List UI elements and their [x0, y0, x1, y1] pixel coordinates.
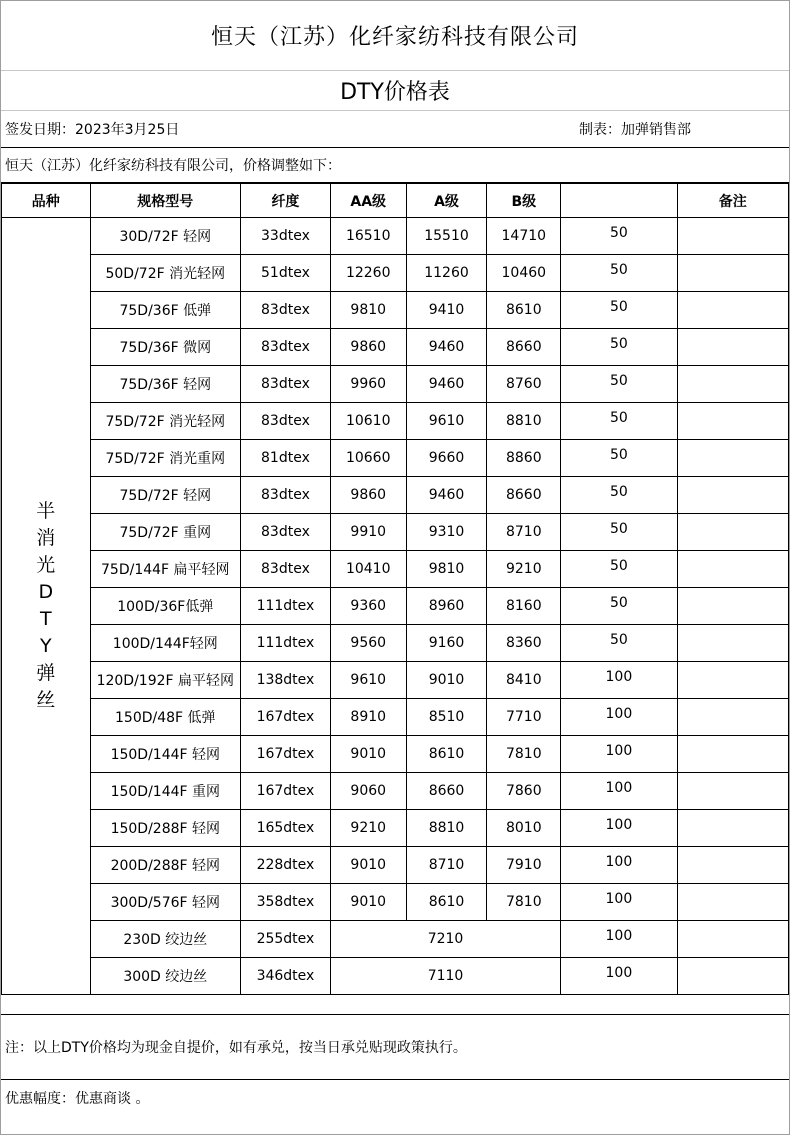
header-a-grade: A级: [406, 184, 487, 218]
price-cell: 7210: [330, 921, 560, 958]
quantity-cell: 50: [561, 329, 677, 366]
spec-cell: 30D/72F 轻网: [90, 218, 241, 255]
quantity-cell: 50: [561, 588, 677, 625]
remark-cell: [677, 921, 788, 958]
table-row: [2, 255, 789, 292]
quantity-cell: 100: [561, 736, 677, 773]
quantity-cell: 50: [561, 551, 677, 588]
denier-cell: 83dtex: [241, 329, 331, 366]
table-row: [2, 884, 789, 921]
a-price-cell: 8610: [406, 884, 487, 921]
a-price-cell: 8710: [406, 847, 487, 884]
aa-price-cell: 9010: [330, 847, 406, 884]
price-cell: 7110: [330, 958, 560, 995]
remark-cell: [677, 514, 788, 551]
b-price-cell: 8610: [487, 292, 561, 329]
b-price-cell: 8660: [487, 329, 561, 366]
variety-char: 消: [36, 527, 56, 549]
denier-cell: 167dtex: [241, 736, 331, 773]
prepared-by: 制表：加弹销售部: [579, 122, 691, 138]
quantity-cell: 100: [561, 884, 677, 921]
table-row: [2, 847, 789, 884]
denier-cell: 83dtex: [241, 514, 331, 551]
remark-cell: [677, 847, 788, 884]
b-price-cell: 7710: [487, 699, 561, 736]
b-price-cell: 8810: [487, 403, 561, 440]
denier-cell: 83dtex: [241, 403, 331, 440]
table-row: [2, 403, 789, 440]
spec-cell: 75D/36F 低弹: [90, 292, 241, 329]
quantity-cell: 50: [561, 440, 677, 477]
table-header-row: [2, 184, 789, 218]
table-row: [2, 366, 789, 403]
a-price-cell: 9160: [406, 625, 487, 662]
header-b-grade: B级: [487, 184, 561, 218]
quantity-cell: 50: [561, 218, 677, 255]
aa-price-cell: 16510: [330, 218, 406, 255]
variety-char: T: [39, 608, 52, 630]
denier-cell: 33dtex: [241, 218, 331, 255]
document-title: DTY价格表: [1, 71, 789, 111]
quantity-cell: 100: [561, 773, 677, 810]
denier-cell: 228dtex: [241, 847, 331, 884]
header-variety: 品种: [2, 184, 91, 218]
b-price-cell: 8710: [487, 514, 561, 551]
remark-cell: [677, 625, 788, 662]
remark-cell: [677, 366, 788, 403]
header-blank: [561, 184, 677, 218]
aa-price-cell: 10410: [330, 551, 406, 588]
denier-cell: 111dtex: [241, 588, 331, 625]
remark-cell: [677, 255, 788, 292]
spec-cell: 200D/288F 轻网: [90, 847, 241, 884]
aa-price-cell: 9610: [330, 662, 406, 699]
header-denier: 纤度: [241, 184, 331, 218]
b-price-cell: 8010: [487, 810, 561, 847]
variety-char: 半: [36, 500, 56, 522]
spec-cell: 300D 绞边丝: [90, 958, 241, 995]
denier-cell: 51dtex: [241, 255, 331, 292]
aa-price-cell: 9360: [330, 588, 406, 625]
remark-cell: [677, 218, 788, 255]
a-price-cell: 9410: [406, 292, 487, 329]
company-title: 恒天（江苏）化纤家纺科技有限公司: [1, 1, 789, 71]
b-price-cell: 8760: [487, 366, 561, 403]
table-row: [2, 810, 789, 847]
spec-cell: 75D/72F 消光轻网: [90, 403, 241, 440]
quantity-cell: 100: [561, 810, 677, 847]
remark-cell: [677, 477, 788, 514]
table-row: [2, 514, 789, 551]
denier-cell: 83dtex: [241, 477, 331, 514]
aa-price-cell: 8910: [330, 699, 406, 736]
remark-cell: [677, 884, 788, 921]
a-price-cell: 8660: [406, 773, 487, 810]
variety-cell: [2, 218, 91, 995]
quantity-cell: 100: [561, 847, 677, 884]
spec-cell: 75D/72F 消光重网: [90, 440, 241, 477]
table-row: [2, 329, 789, 366]
table-row: [2, 625, 789, 662]
spec-cell: 75D/144F 扁平轻网: [90, 551, 241, 588]
table-row: [2, 440, 789, 477]
aa-price-cell: 9010: [330, 736, 406, 773]
issue-date: 签发日期：2023年3月25日: [5, 122, 180, 138]
a-price-cell: 11260: [406, 255, 487, 292]
spec-cell: 230D 绞边丝: [90, 921, 241, 958]
table-row: [2, 736, 789, 773]
discount-note: 优惠幅度：优惠商谈 。: [5, 1091, 150, 1107]
spec-cell: 150D/288F 轻网: [90, 810, 241, 847]
a-price-cell: 8960: [406, 588, 487, 625]
table-row: [2, 662, 789, 699]
quantity-cell: 100: [561, 921, 677, 958]
price-table: [1, 183, 789, 995]
remark-cell: [677, 958, 788, 995]
variety-label: [2, 498, 90, 714]
remark-cell: [677, 699, 788, 736]
table-row: [2, 958, 789, 995]
a-price-cell: 9310: [406, 514, 487, 551]
spec-cell: 75D/36F 微网: [90, 329, 241, 366]
aa-price-cell: 12260: [330, 255, 406, 292]
variety-char: 丝: [36, 689, 56, 711]
spec-cell: 150D/144F 重网: [90, 773, 241, 810]
header-spec: 规格型号: [90, 184, 241, 218]
intro-text: 恒天（江苏）化纤家纺科技有限公司，价格调整如下：: [1, 147, 789, 183]
meta-row: [1, 111, 789, 147]
table-row: [2, 699, 789, 736]
variety-char: 光: [36, 554, 56, 576]
quantity-cell: 100: [561, 662, 677, 699]
a-price-cell: 8810: [406, 810, 487, 847]
denier-cell: 255dtex: [241, 921, 331, 958]
spec-cell: 150D/144F 轻网: [90, 736, 241, 773]
denier-cell: 358dtex: [241, 884, 331, 921]
table-row: [2, 588, 789, 625]
aa-price-cell: 9810: [330, 292, 406, 329]
denier-cell: 111dtex: [241, 625, 331, 662]
b-price-cell: 7810: [487, 736, 561, 773]
spec-cell: 100D/144F轻网: [90, 625, 241, 662]
quantity-cell: 50: [561, 477, 677, 514]
denier-cell: 167dtex: [241, 699, 331, 736]
aa-price-cell: 9860: [330, 329, 406, 366]
aa-price-cell: 9010: [330, 884, 406, 921]
remark-cell: [677, 440, 788, 477]
denier-cell: 165dtex: [241, 810, 331, 847]
a-price-cell: 15510: [406, 218, 487, 255]
quantity-cell: 50: [561, 625, 677, 662]
table-row: [2, 218, 789, 255]
remark-cell: [677, 662, 788, 699]
spec-cell: 75D/72F 重网: [90, 514, 241, 551]
header-remark: 备注: [677, 184, 788, 218]
b-price-cell: 10460: [487, 255, 561, 292]
a-price-cell: 8610: [406, 736, 487, 773]
header-aa-grade: AA级: [330, 184, 406, 218]
remark-cell: [677, 403, 788, 440]
a-price-cell: 9010: [406, 662, 487, 699]
a-price-cell: 9610: [406, 403, 487, 440]
denier-cell: 83dtex: [241, 366, 331, 403]
spec-cell: 75D/72F 轻网: [90, 477, 241, 514]
spec-cell: 75D/36F 轻网: [90, 366, 241, 403]
aa-price-cell: 9860: [330, 477, 406, 514]
price-note: 注：以上DTY价格均为现金自提价，如有承兑，按当日承兑贴现政策执行。: [1, 1014, 789, 1080]
b-price-cell: 7810: [487, 884, 561, 921]
b-price-cell: 8410: [487, 662, 561, 699]
b-price-cell: 9210: [487, 551, 561, 588]
variety-char: Y: [39, 635, 52, 657]
quantity-cell: 50: [561, 292, 677, 329]
denier-cell: 83dtex: [241, 292, 331, 329]
b-price-cell: 8660: [487, 477, 561, 514]
denier-cell: 81dtex: [241, 440, 331, 477]
variety-char: D: [38, 581, 54, 603]
quantity-cell: 50: [561, 255, 677, 292]
aa-price-cell: 9910: [330, 514, 406, 551]
remark-cell: [677, 736, 788, 773]
aa-price-cell: 10610: [330, 403, 406, 440]
aa-price-cell: 9560: [330, 625, 406, 662]
a-price-cell: 9810: [406, 551, 487, 588]
table-row: [2, 292, 789, 329]
b-price-cell: 7910: [487, 847, 561, 884]
a-price-cell: 9660: [406, 440, 487, 477]
b-price-cell: 8860: [487, 440, 561, 477]
table-row: [2, 921, 789, 958]
denier-cell: 138dtex: [241, 662, 331, 699]
b-price-cell: 14710: [487, 218, 561, 255]
a-price-cell: 9460: [406, 329, 487, 366]
quantity-cell: 50: [561, 366, 677, 403]
spec-cell: 50D/72F 消光轻网: [90, 255, 241, 292]
spec-cell: 100D/36F低弹: [90, 588, 241, 625]
a-price-cell: 8510: [406, 699, 487, 736]
quantity-cell: 50: [561, 403, 677, 440]
denier-cell: 83dtex: [241, 551, 331, 588]
aa-price-cell: 9060: [330, 773, 406, 810]
variety-char: 弹: [36, 662, 56, 684]
remark-cell: [677, 292, 788, 329]
aa-price-cell: 9960: [330, 366, 406, 403]
denier-cell: 346dtex: [241, 958, 331, 995]
table-row: [2, 551, 789, 588]
quantity-cell: 100: [561, 958, 677, 995]
b-price-cell: 8160: [487, 588, 561, 625]
quantity-cell: 100: [561, 699, 677, 736]
aa-price-cell: 10660: [330, 440, 406, 477]
spec-cell: 150D/48F 低弹: [90, 699, 241, 736]
remark-cell: [677, 588, 788, 625]
b-price-cell: 7860: [487, 773, 561, 810]
remark-cell: [677, 551, 788, 588]
remark-cell: [677, 810, 788, 847]
b-price-cell: 8360: [487, 625, 561, 662]
remark-cell: [677, 773, 788, 810]
table-body: [2, 218, 789, 995]
quantity-cell: 50: [561, 514, 677, 551]
remark-cell: [677, 329, 788, 366]
table-row: [2, 477, 789, 514]
table-row: [2, 773, 789, 810]
spec-cell: 300D/576F 轻网: [90, 884, 241, 921]
spec-cell: 120D/192F 扁平轻网: [90, 662, 241, 699]
aa-price-cell: 9210: [330, 810, 406, 847]
denier-cell: 167dtex: [241, 773, 331, 810]
a-price-cell: 9460: [406, 366, 487, 403]
a-price-cell: 9460: [406, 477, 487, 514]
